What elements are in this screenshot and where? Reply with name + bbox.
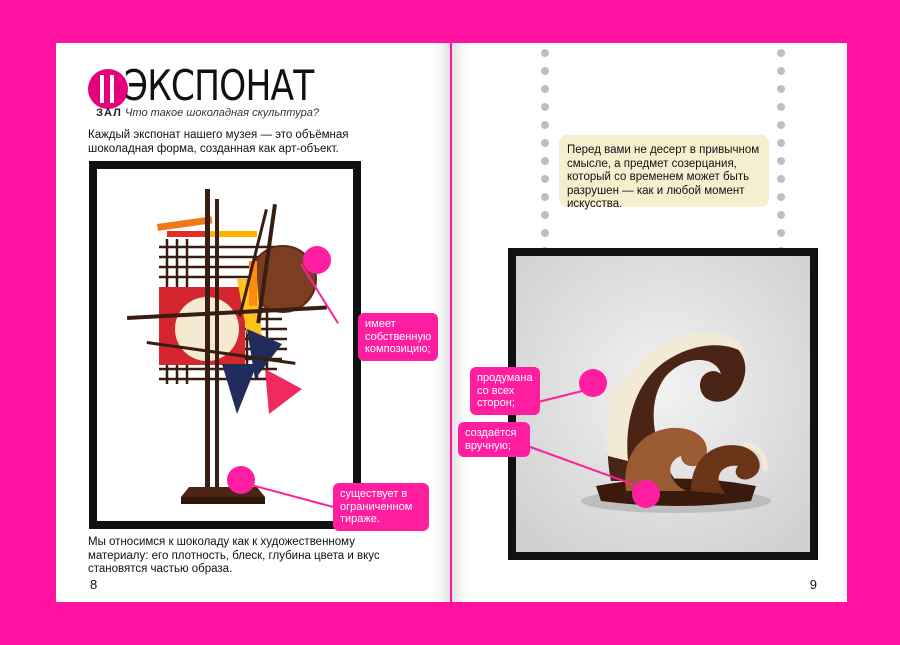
dotted-rule-right: [776, 49, 786, 265]
wave-sculpture-photo-frame: [508, 248, 818, 560]
hall-logo-bar: [100, 75, 104, 103]
page-number: 9: [809, 577, 817, 592]
intro-text: Каждый экспонат нашего музея — это объёмная шоколадная форма, созданная как арт-объект.: [88, 129, 349, 155]
outro-text: Мы относимся к шоколаду как к художественному материалу: его плотность, блеск, глубина цвета и вкус становятся частью образа.: [88, 536, 380, 575]
callout-handmade: создаётся вручную;: [458, 422, 530, 457]
hall-logo: [88, 69, 128, 119]
hall-logo-circle: [88, 69, 128, 109]
page-subtitle: Что такое шоколадная скульптура?: [125, 107, 319, 119]
page-title: ЭКСПОНАТ: [124, 61, 314, 110]
callout-dot-all-sides: [579, 369, 607, 397]
note-box: Перед вами не десерт в привычном смысле, а предмет созерцания, который со временем может быть разрушен — как и любой момент искусства.: [559, 135, 769, 207]
geometric-chocolate-sculpture: [97, 169, 353, 521]
callout-dot-handmade: [632, 480, 660, 508]
dotted-rule-left: [540, 49, 550, 265]
left-page: [56, 43, 450, 602]
callout-composition: имеет собственную композицию;: [358, 313, 438, 361]
hall-logo-bar: [110, 75, 114, 103]
chocolate-wave-sculpture: [516, 256, 810, 552]
callout-all-sides: продумана со всех сторон;: [470, 367, 540, 415]
callout-dot-composition: [303, 246, 331, 274]
right-page: [452, 43, 847, 602]
sculpture-photo-frame: [89, 161, 361, 529]
callout-dot-edition: [227, 466, 255, 494]
page-number: 8: [90, 577, 98, 592]
callout-limited-edition: существует в ограниченном тираже.: [333, 483, 429, 531]
hall-label: ЗАЛ: [96, 107, 122, 119]
